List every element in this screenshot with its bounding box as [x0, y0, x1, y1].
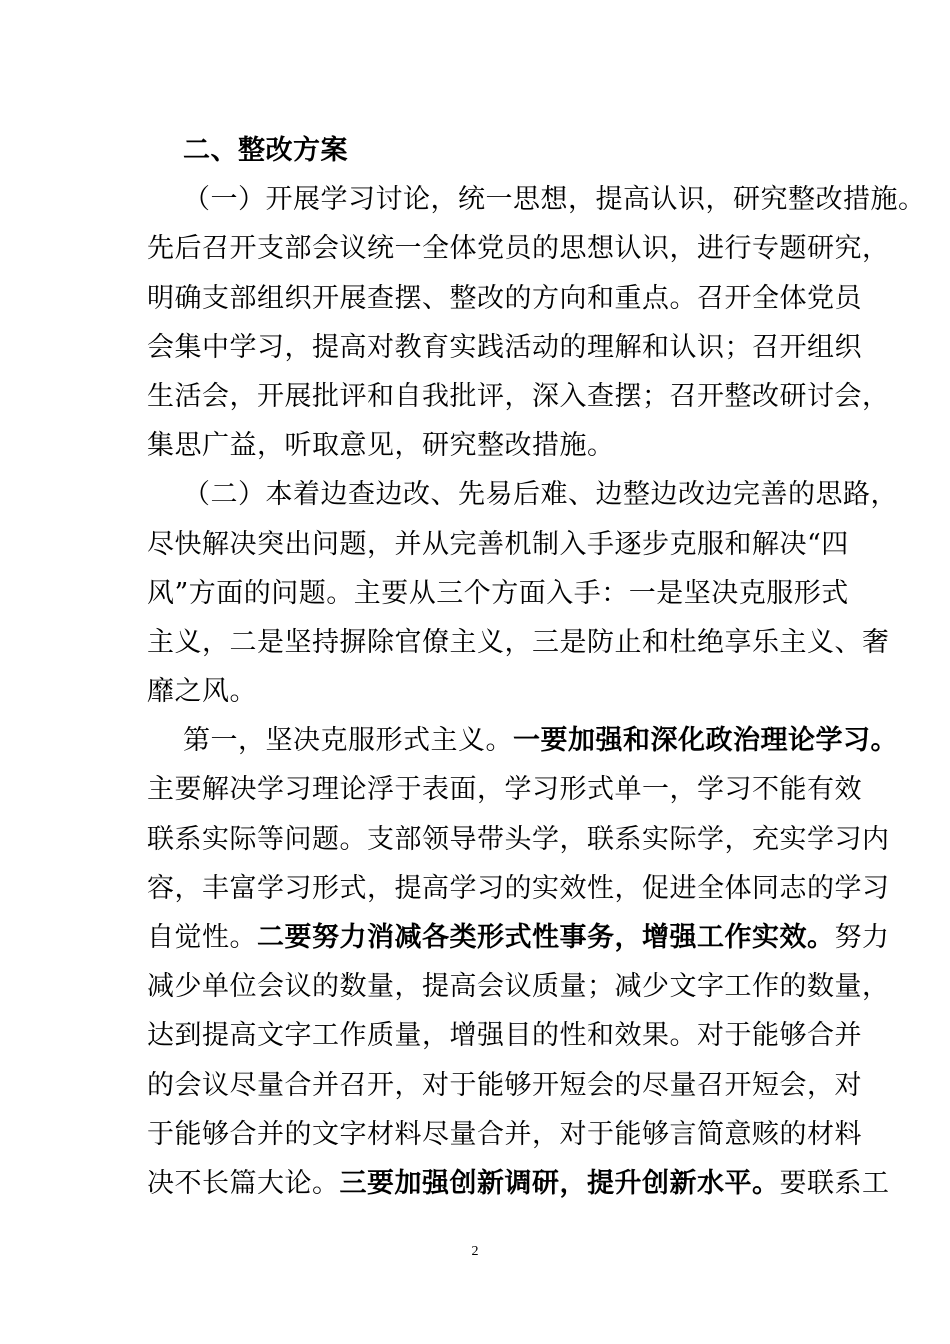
text-line — [147, 224, 890, 273]
text-line — [147, 1159, 890, 1208]
text-segment: 联系实际等问题。支部领导带头学，联系实际学，充实学习内 — [147, 823, 890, 855]
text-line — [147, 765, 862, 814]
bold-text-segment: 三要加强创新调研，提升创新水平。 — [339, 1167, 780, 1199]
text-segment: 要联系工 — [779, 1167, 890, 1199]
text-line — [147, 175, 926, 224]
text-line — [147, 470, 898, 519]
text-segment: 努力 — [834, 922, 890, 953]
text-segment: 主义，二是坚持摒除官僚主义，三是防止和杜绝享乐主义、奢 — [147, 626, 890, 658]
text-line — [147, 667, 827, 716]
text-line — [147, 962, 890, 1011]
text-segment: 明确支部组织开展查摆、整改的方向和重点。召开全体党员 — [147, 282, 862, 314]
text-line — [147, 1011, 862, 1060]
text-segment: 减少单位会议的数量，提高会议质量；减少文字工作的数量， — [147, 971, 890, 1003]
text-line — [147, 421, 827, 470]
text-segment: 主要解决学习理论浮于表面，学习形式单一，学习不能有效 — [147, 774, 862, 806]
text-segment: 会集中学习，提高对教育实践活动的理解和认识；召开组织 — [147, 331, 862, 363]
document-body — [147, 126, 926, 1208]
text-segment: 先后召开支部会议统一全体党员的思想认识，进行专题研究， — [147, 233, 890, 265]
text-segment: 自觉性。 — [147, 922, 257, 953]
text-line — [147, 569, 849, 618]
text-segment: （二）本着边查边改、先易后难、边整边改边完善的思路， — [183, 479, 898, 511]
text-segment: 靡之风。 — [147, 676, 257, 708]
text-segment: 第一，坚决克服形式主义。 — [183, 725, 513, 757]
text-line — [147, 716, 898, 765]
text-segment: 于能够合并的文字材料尽量合并，对于能够言简意赅的材料 — [147, 1118, 862, 1150]
text-line — [147, 618, 890, 667]
text-segment: 达到提高文字工作质量，增强目的性和效果。对于能够合并 — [147, 1020, 862, 1052]
text-segment: 集思广益，听取意见，研究整改措施。 — [147, 430, 615, 462]
bold-text-segment: 一要加强和深化政治理论学习。 — [513, 725, 898, 757]
text-segment: 的会议尽量合并召开，对于能够开短会的尽量召开短会，对 — [147, 1069, 862, 1101]
text-line — [147, 323, 862, 372]
text-segment: （一）开展学习讨论，统一思想，提高认识，研究整改措施。 — [183, 184, 926, 216]
text-segment: 容，丰富学习形式，提高学习的实效性，促进全体同志的学习 — [147, 872, 890, 904]
text-line — [147, 815, 890, 864]
bold-text-segment: 二要努力消减各类形式性事务，增强工作实效。 — [257, 922, 835, 953]
paragraph-lines — [147, 175, 926, 1208]
text-line — [147, 372, 890, 421]
text-segment: 尽快解决突出问题，并从完善机制入手逐步克服和解决“四 — [147, 528, 849, 560]
text-line — [147, 913, 890, 962]
text-line — [147, 1110, 862, 1159]
text-line — [147, 274, 862, 323]
text-segment: 决不长篇大论。 — [147, 1167, 340, 1199]
text-segment: 风”方面的问题。主要从三个方面入手：一是坚决克服形式 — [147, 577, 849, 609]
text-line — [147, 1061, 862, 1110]
section-heading: 二、整改方案 — [183, 135, 348, 166]
text-line — [147, 864, 890, 913]
text-segment: 生活会，开展批评和自我批评，深入查摆；召开整改研讨会， — [147, 380, 890, 412]
text-line — [147, 520, 849, 569]
page-number: 2 — [471, 1244, 479, 1259]
